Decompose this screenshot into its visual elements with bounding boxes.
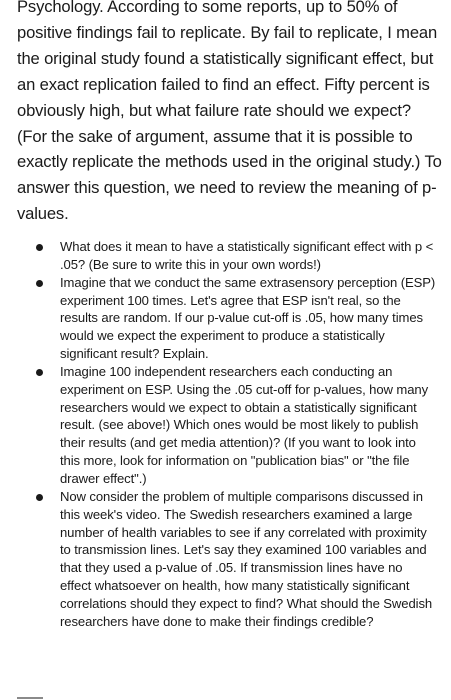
bullet-icon <box>36 369 43 376</box>
list-item <box>0 274 451 363</box>
question-text: Imagine 100 independent researchers each conducting an experiment on ESP. Using the .05 cut-off for p-values, how many researchers would we expect to obtain a statistically significant result. (see above!) Which ones would be most likely to publish their results (and get media attention)? (If you want to look into this more, look for information on "publication bias" or "the file drawer effect".) <box>60 363 429 486</box>
bullet-icon <box>36 244 43 251</box>
question-text: Imagine that we conduct the same extrasensory perception (ESP) experiment 100 times. Let's agree that ESP isn't real, so the results are random. If our p-value cut-off is .05, how many times would we expect the experiment to produce a statistically significant result? Explain. <box>60 274 436 362</box>
intro-paragraph: Psychology. According to some reports, up to 50% of positive findings fail to replicate. By fail to replicate, I mean the original study found a statistically significant effect, but an exact replication failed to find an effect. Fifty percent is obviously high, but what failure rate should we expect? (For the sake of argument, assume that it is possible to exactly replicate the methods used in the original study.) To answer this question, we need to review the meaning of p-values. <box>17 0 442 224</box>
bullet-icon <box>36 494 43 501</box>
list-item <box>0 363 451 488</box>
bullet-icon <box>36 280 43 287</box>
cropped-text-fragment <box>17 694 57 700</box>
list-item <box>0 488 451 631</box>
list-item <box>0 238 451 274</box>
question-list <box>0 238 451 631</box>
question-text: What does it mean to have a statistically significant effect with p < .05? (Be sure to write this in your own words!) <box>60 239 434 272</box>
question-text: Now consider the problem of multiple comparisons discussed in this week's video. The Swedish researchers examined a large number of health variables to see if any correlated with proximity to transmission lines. Let's say they examined 100 variables and that they used a p-value of .05. If transmission lines have no effect whatsoever on health, how many statistically significant correlations should they expect to find? What should the Swedish researchers have done to make their findings credible? <box>60 488 433 629</box>
